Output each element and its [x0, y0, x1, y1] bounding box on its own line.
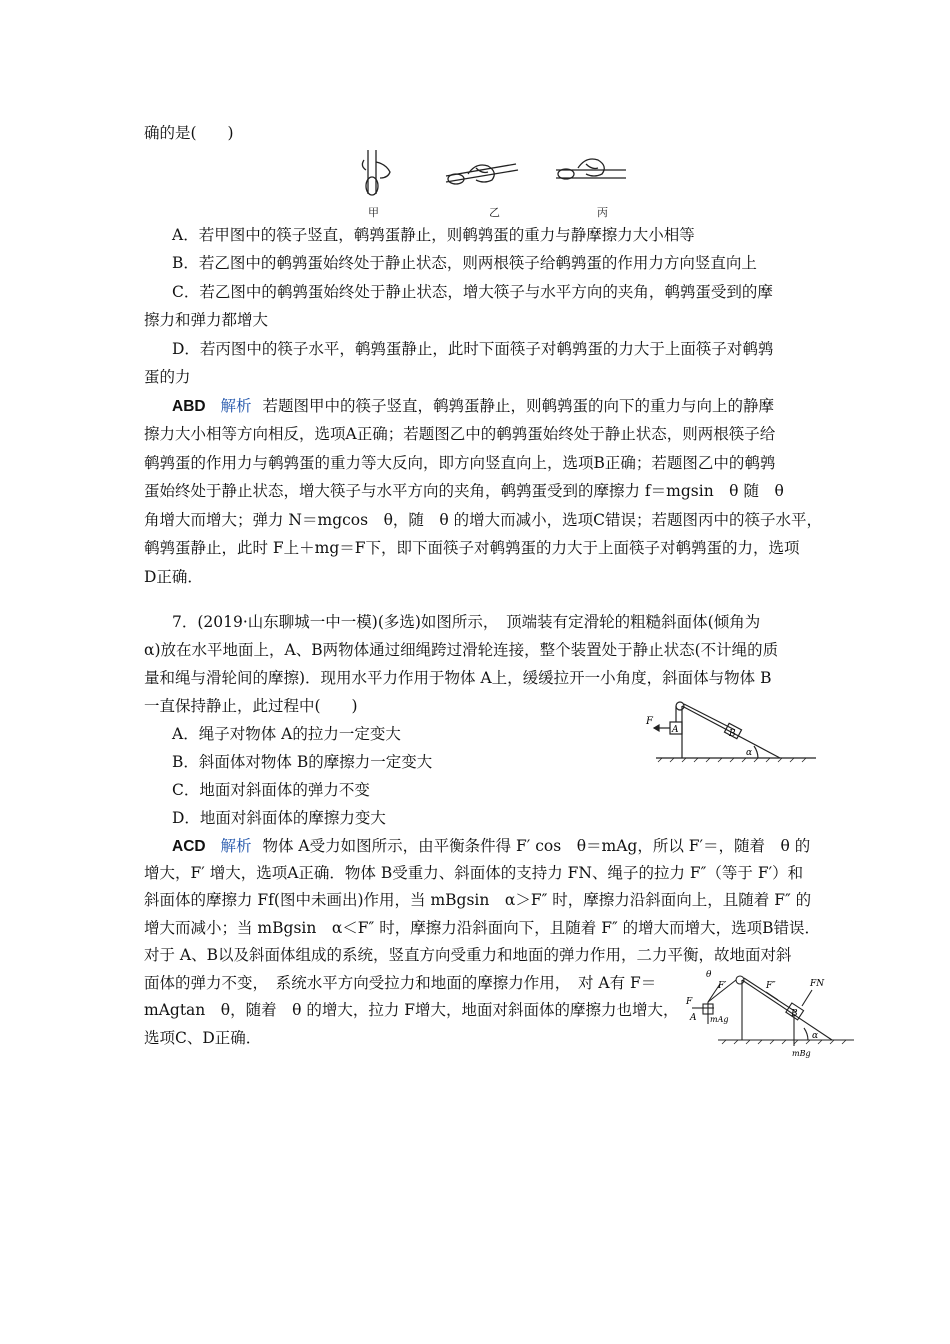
force-label-mag: mAg: [710, 1015, 729, 1024]
q6-analysis-line: 鹌鹑蛋静止，此时 F上＋mg＝F下，即下面筷子对鹌鹑蛋的力大于上面筷子对鹌鹑蛋的力，选项: [144, 539, 800, 557]
q7-answer: ACD: [172, 838, 206, 855]
force-label-fn: FN: [810, 979, 825, 989]
q7-stem-line: α)放在水平地面上，A、B两物体通过细绳跨过滑轮连接，整个装置处于静止状态(不计绳的质: [144, 641, 779, 659]
q7-analysis-line: 对于 A、B以及斜面体组成的系统，竖直方向受重力和地面的弹力作用，二力平衡，故地面对斜: [144, 946, 792, 964]
chopsticks-horizontal: [556, 159, 626, 179]
q7-analysis-line: 增大而减小；当 mBgsin α＜F″ 时，摩擦力沿斜面向下，且随着 F″ 的增大而增大，选项B错误．: [144, 919, 821, 937]
figure-label-yi: 乙: [489, 206, 500, 219]
q6-analysis-line: 蛋始终处于静止状态，增大筷子与水平方向的夹角，鹌鹑蛋受到的摩擦力 f＝mgsin θ 随 θ: [144, 482, 784, 500]
q6-option-a: A．若甲图中的筷子竖直，鹌鹑蛋静止，则鹌鹑蛋的重力与静摩擦力大小相等: [172, 226, 695, 244]
q7-analysis-line-1: [172, 836, 810, 857]
force-label-theta: θ: [706, 970, 712, 980]
q6-option-c-cont: 擦力和弹力都增大: [144, 311, 269, 329]
q6-analysis-label: 解析: [220, 397, 252, 415]
q7-stem-line: 量和绳与滑轮间的摩擦)．现用水平力作用于物体 A上，缓缓拉开一小角度，斜面体与物体 B: [144, 669, 772, 687]
q7-analysis-line: mAgtan θ，随着 θ 的增大，拉力 F增大，地面对斜面体的摩擦力也增大，: [144, 1001, 679, 1019]
q7-stem-line: 7．(2019·山东聊城一中一模)(多选)如图所示， 顶端装有定滑轮的粗糙斜面体(倾角为: [172, 613, 761, 631]
force-label-f: F: [686, 997, 693, 1007]
q7-analysis-label: 解析: [220, 837, 252, 855]
force-label-mbg: mBg: [792, 1049, 811, 1058]
q6-analysis-line: 鹌鹑蛋的作用力与鹌鹑蛋的重力等大反向，即方向竖直向上，选项B正确；若题图乙中的鹌鹑: [144, 454, 776, 472]
q7-analysis-line: 面体的弹力不变， 系统水平方向受拉力和地面的摩擦力作用， 对 A有 F＝: [144, 974, 657, 992]
q7-stem-line: 一直保持静止，此过程中( ): [144, 697, 358, 715]
incline-label-f: F: [646, 716, 653, 727]
force-label-alpha: α: [812, 1031, 819, 1041]
force-label-a: A: [690, 1013, 697, 1023]
chopsticks-tilted: [446, 164, 518, 184]
q7-option-d: D．地面对斜面体的摩擦力变大: [172, 809, 386, 827]
incline-label-b: B: [729, 729, 736, 739]
q7-analysis-line: 增大，F′ 增大，选项A正确．物体 B受重力、斜面体的支持力 FN、绳子的拉力 F″（等于 F′）和: [144, 864, 804, 882]
incline-label-alpha: α: [746, 748, 753, 758]
q6-option-b: B．若乙图中的鹌鹑蛋始终处于静止状态，则两根筷子给鹌鹑蛋的作用力方向竖直向上: [172, 254, 757, 272]
q7-analysis-line: 选项C、D正确．: [144, 1029, 262, 1047]
figure-label-bing: 丙: [597, 206, 608, 219]
force-label-fprime: F′: [718, 981, 727, 991]
q7-option-b: B．斜面体对物体 B的摩擦力一定变大: [172, 753, 433, 771]
incline-figure: [640, 698, 820, 764]
q6-answer: ABD: [172, 398, 206, 415]
q7-analysis-text: 物体 A受力如图所示，由平衡条件得 F′ cos θ＝mAg，所以 F′＝，随着 θ 的: [262, 837, 811, 855]
q7-analysis-line: 斜面体的摩擦力 Ff(图中未画出)作用，当 mBgsin α＞F″ 时，摩擦力沿斜面向上，且随着 F″ 的: [144, 891, 812, 909]
chopsticks-vertical: [362, 150, 390, 195]
q6-analysis-line: 擦力大小相等方向相反，选项A正确；若题图乙中的鹌鹑蛋始终处于静止状态，则两根筷子给: [144, 425, 776, 443]
q6-analysis-text: 若题图甲中的筷子竖直，鹌鹑蛋静止，则鹌鹑蛋的向下的重力与向上的静摩: [262, 397, 774, 415]
figure-label-jia: 甲: [368, 206, 379, 219]
incline-label-a: A: [672, 725, 679, 735]
q6-analysis-line-1: [172, 396, 774, 417]
q6-option-c: C．若乙图中的鹌鹑蛋始终处于静止状态，增大筷子与水平方向的夹角，鹌鹑蛋受到的摩: [172, 283, 773, 301]
q6-analysis-line: D正确．: [144, 568, 203, 586]
q6-analysis-line: 角增大而增大；弹力 N＝mgcos θ，随 θ 的增大而减小，选项C错误；若题图丙中的筷子水平，: [144, 511, 823, 529]
q7-option-a: A．绳子对物体 A的拉力一定变大: [172, 725, 401, 743]
q6-stem-tail: 确的是( ): [144, 124, 234, 142]
q6-option-d: D．若丙图中的筷子水平，鹌鹑蛋静止，此时下面筷子对鹌鹑蛋的力大于上面筷子对鹌鹑: [172, 340, 774, 358]
force-label-fdouble: F″: [766, 981, 776, 991]
q7-option-c: C．地面对斜面体的弹力不变: [172, 781, 370, 799]
force-label-b: B: [791, 1009, 798, 1019]
force-diagram: [682, 966, 858, 1058]
q6-option-d-cont: 蛋的力: [144, 368, 191, 386]
